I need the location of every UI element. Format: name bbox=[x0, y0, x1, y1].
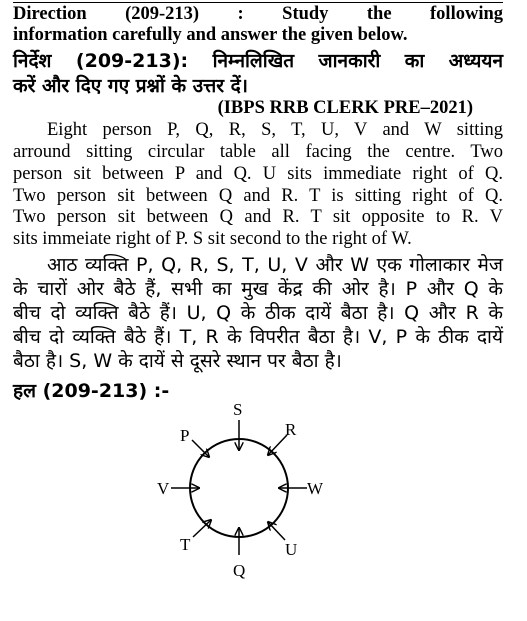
paragraph-english-line-3: person sit between P and Q. U sits immediate right of Q. bbox=[13, 164, 503, 184]
paragraph-english-line-2: arround sitting circular table all facing the centre. Two bbox=[13, 142, 503, 162]
solution-heading: हल (209-213) :- bbox=[13, 380, 170, 402]
direction-hindi-line-1: निर्देश (209-213): निम्नलिखित जानकारी का अध्ययन bbox=[13, 50, 503, 72]
paragraph-english-line-6: sits immeiate right of P. S sit second to the right of W. bbox=[13, 229, 412, 249]
seat-label-p: P bbox=[180, 426, 190, 445]
paragraph-hindi-line-1: आठ व्यक्ति P, Q, R, S, T, U, V और W एक गोलाकार मेज bbox=[47, 254, 503, 276]
direction-english-line-2: information carefully and answer the given below. bbox=[13, 25, 408, 45]
arrow-u bbox=[268, 522, 285, 540]
seat-label-q: Q bbox=[233, 561, 246, 580]
paragraph-english-line-1: Eight person P, Q, R, S, T, U, V and W sitting bbox=[47, 120, 503, 140]
top-rule bbox=[13, 2, 503, 3]
seat-label-t: T bbox=[180, 535, 191, 554]
arrow-t bbox=[193, 520, 211, 537]
seating-diagram bbox=[145, 395, 345, 595]
seat-label-u: U bbox=[285, 540, 298, 559]
arrow-p bbox=[192, 440, 209, 457]
paragraph-english-line-4: Two person sit between Q and R. T is sitting right of Q. bbox=[13, 186, 503, 206]
seat-label-v: V bbox=[157, 479, 170, 498]
paragraph-english-line-5: Two person sit between Q and R. T sit opposite to R. V bbox=[13, 207, 503, 227]
paragraph-hindi-line-2: के चारों ओर बैठे हैं, सभी का मुख केंद्र की ओर है। P और Q के bbox=[13, 278, 503, 300]
exam-source: (IBPS RRB CLERK PRE–2021) bbox=[217, 98, 473, 118]
paragraph-hindi-line-5: बैठा है। S, W के दायें से दूसरे स्थान पर बैठा है। bbox=[13, 350, 342, 372]
paragraph-hindi-line-4: बीच दो व्यक्ति बैठे हैं। T, R के विपरीत बैठा है। V, P के ठीक दायें bbox=[13, 326, 503, 348]
paragraph-hindi-line-3: बीच दो व्यक्ति बैठे हैं। U, Q के ठीक दायें बैठा है। Q और R के bbox=[13, 302, 503, 324]
seat-label-s: S bbox=[233, 400, 243, 419]
seat-label-w: W bbox=[307, 479, 324, 498]
direction-english-line-1: Direction (209-213) : Study the following bbox=[13, 4, 503, 24]
direction-hindi-line-2: करें और दिए गए प्रश्नों के उत्तर दें। bbox=[13, 75, 248, 97]
seat-label-r: R bbox=[285, 420, 297, 439]
